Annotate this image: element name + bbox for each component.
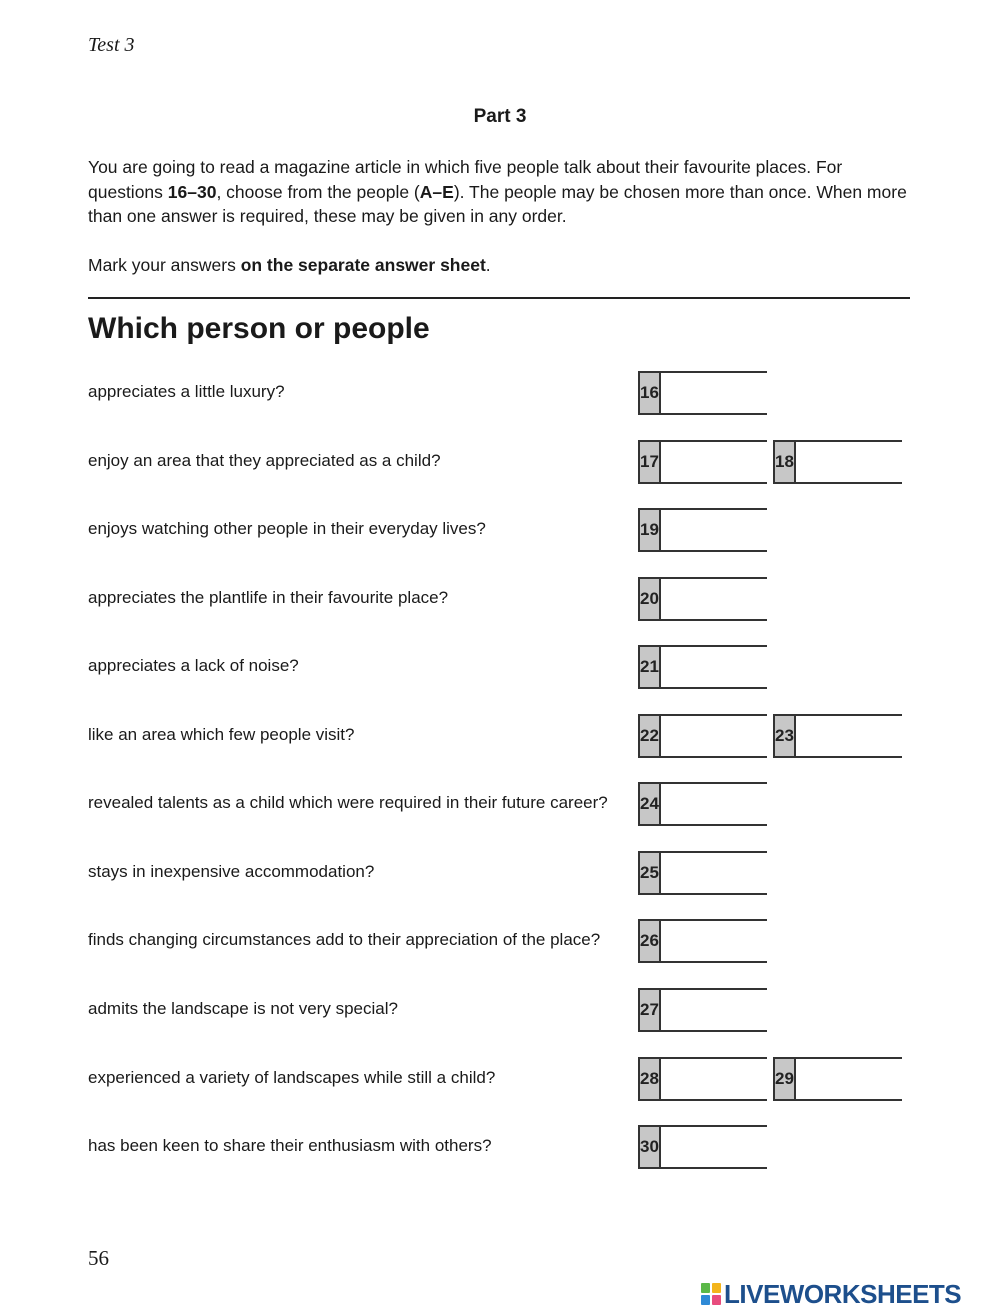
page-number: 56: [88, 1246, 109, 1270]
instructions: [88, 155, 916, 229]
people-range: A–E: [419, 181, 454, 202]
answer-input-19[interactable]: [661, 510, 882, 550]
mark-answers-end: .: [485, 255, 491, 275]
question-number: 29: [775, 1059, 796, 1099]
answer-box-20: [638, 577, 767, 621]
question-text: enjoys watching other people in their everyday lives?: [88, 519, 486, 539]
answer-input-30[interactable]: [661, 1127, 882, 1167]
part-title: Part 3: [473, 106, 527, 127]
answer-input-27[interactable]: [661, 990, 882, 1030]
answer-input-23[interactable]: [796, 716, 1000, 756]
question-number: 19: [640, 510, 661, 550]
question-number: 26: [640, 921, 661, 961]
question-text: appreciates a lack of noise?: [88, 656, 299, 676]
question-number: 28: [640, 1059, 661, 1099]
answer-box-22: [638, 714, 767, 758]
question-text: stays in inexpensive accommodation?: [88, 861, 375, 881]
answer-input-16[interactable]: [661, 373, 882, 413]
divider: [88, 297, 910, 299]
answer-box-27: [638, 988, 767, 1032]
question-number: 30: [640, 1127, 661, 1167]
answer-box-29: [773, 1057, 902, 1101]
instructions-text-2: , choose from the people (: [216, 181, 420, 202]
test-label: Test 3: [88, 34, 135, 56]
answer-box-26: [638, 919, 767, 963]
answer-sheet-emphasis: on the separate answer sheet: [240, 255, 486, 275]
answer-box-30: [638, 1125, 767, 1169]
question-number: 16: [640, 373, 661, 413]
question-text: like an area which few people visit?: [88, 724, 355, 744]
question-text: appreciates the plantlife in their favourite place?: [88, 587, 449, 607]
question-number: 23: [775, 716, 796, 756]
answer-box-24: [638, 782, 767, 826]
answer-box-23: [773, 714, 902, 758]
question-number: 24: [640, 784, 661, 824]
question-number: 17: [640, 442, 661, 482]
question-number: 27: [640, 990, 661, 1030]
liveworksheets-logo-icon: [700, 1282, 722, 1306]
answer-box-19: [638, 508, 767, 552]
answer-input-20[interactable]: [661, 579, 882, 619]
answer-box-16: [638, 371, 767, 415]
answer-box-21: [638, 645, 767, 689]
question-text: revealed talents as a child which were required in their future career?: [88, 793, 608, 813]
question-number: 18: [775, 442, 796, 482]
question-text: enjoy an area that they appreciated as a child?: [88, 450, 441, 470]
section-heading: Which person or people: [88, 312, 430, 345]
answer-box-28: [638, 1057, 767, 1101]
instructions-text-1: You are going to read a magazine article in which five people talk about their favourite places. For questions: [88, 157, 843, 202]
question-number: 25: [640, 853, 661, 893]
answer-input-26[interactable]: [661, 921, 882, 961]
answer-input-18[interactable]: [796, 442, 1000, 482]
answer-box-18: [773, 440, 902, 484]
answer-input-25[interactable]: [661, 853, 882, 893]
brand-name: LIVEWORKSHEETS: [724, 1278, 962, 1309]
answer-box-17: [638, 440, 767, 484]
question-range: 16–30: [167, 181, 217, 202]
instructions-text-3: ). The people may be chosen more than once. When more than one answer is required, these may be given in any order.: [88, 181, 907, 226]
answer-input-24[interactable]: [661, 784, 882, 824]
question-text: experienced a variety of landscapes while still a child?: [88, 1067, 496, 1087]
answer-input-21[interactable]: [661, 647, 882, 687]
brand-footer: [700, 1279, 961, 1309]
question-number: 21: [640, 647, 661, 687]
question-number: 20: [640, 579, 661, 619]
answer-input-29[interactable]: [796, 1059, 1000, 1099]
mark-answers-text: Mark your answers: [88, 255, 241, 275]
question-text: finds changing circumstances add to their appreciation of the place?: [88, 930, 601, 950]
question-text: has been keen to share their enthusiasm with others?: [88, 1136, 492, 1156]
question-number: 22: [640, 716, 661, 756]
mark-answers-line: [88, 255, 491, 276]
answer-box-25: [638, 851, 767, 895]
question-text: appreciates a little luxury?: [88, 382, 285, 401]
question-text: admits the landscape is not very special?: [88, 998, 398, 1018]
